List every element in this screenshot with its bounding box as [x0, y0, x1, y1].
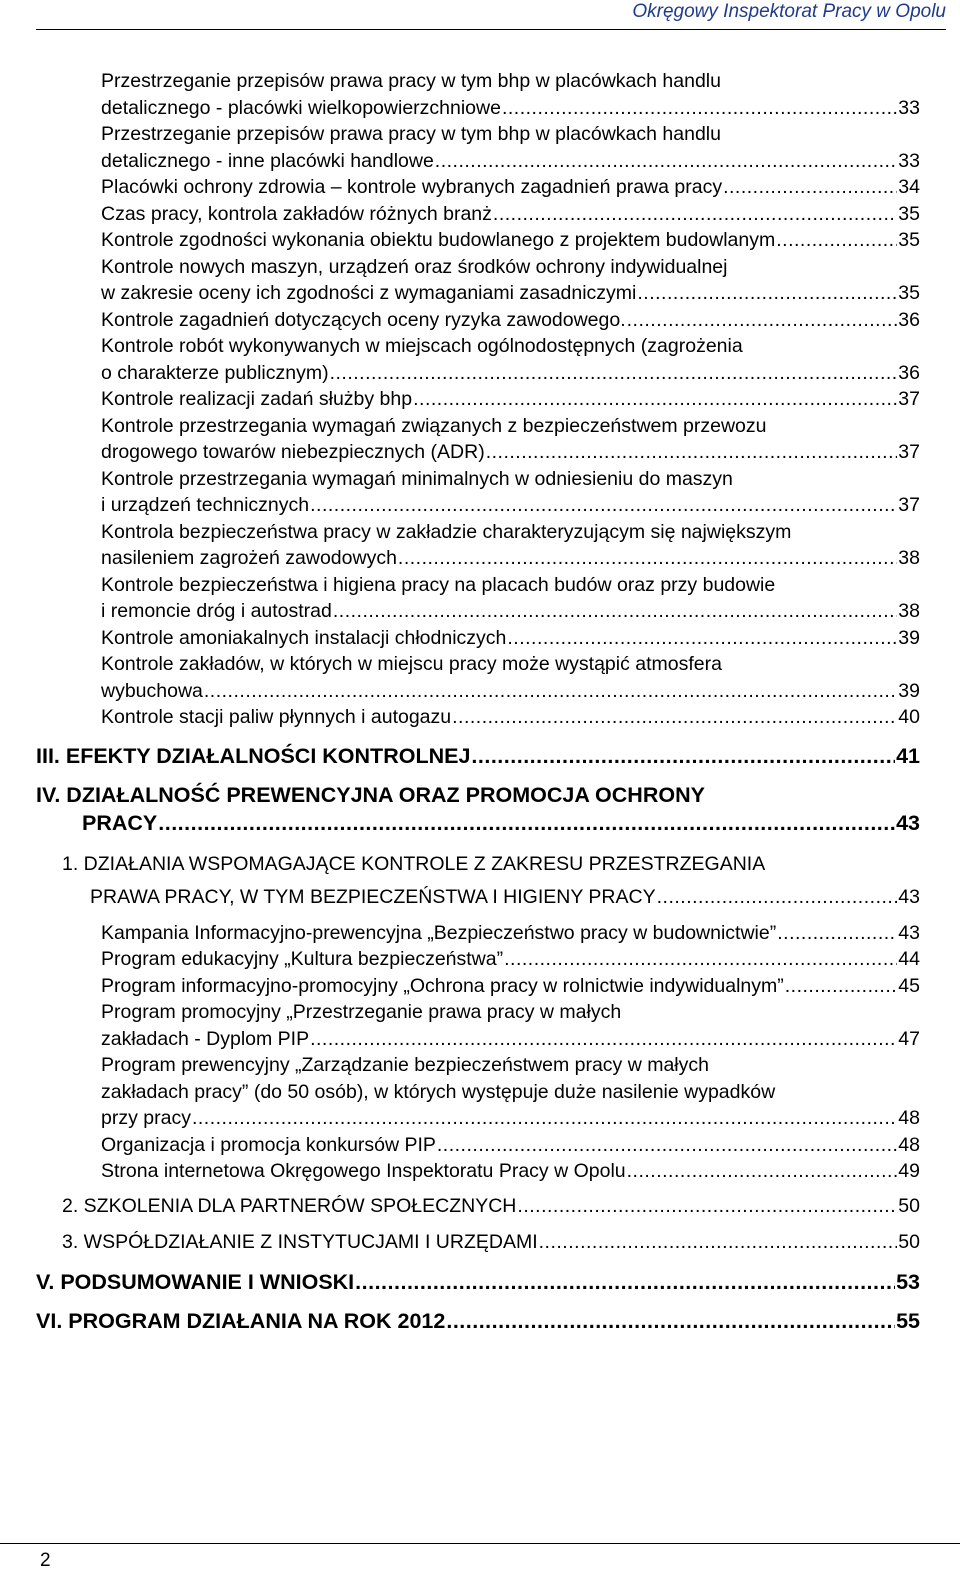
toc-entry-title-line: Program prewencyjny „Zarządzanie bezpieczeństwem pracy w małych [101, 1054, 709, 1076]
toc-entry-section-v[interactable] [36, 1268, 920, 1296]
toc-entry-title: Czas pracy, kontrola zakładów różnych branż [101, 202, 492, 225]
toc-entry[interactable] [101, 1052, 920, 1132]
toc-entry-title: o charakterze publicznym) [101, 361, 329, 384]
toc-entry[interactable] [101, 1132, 920, 1159]
toc-entry[interactable] [101, 572, 920, 625]
table-of-contents [0, 68, 960, 1335]
toc-page-number: 35 [898, 229, 920, 251]
toc-entry[interactable] [101, 651, 920, 704]
toc-page-number: 47 [898, 1027, 920, 1050]
toc-entry[interactable] [101, 413, 920, 466]
toc-entry-title: PRACY [82, 810, 158, 835]
toc-group-inspections [0, 68, 960, 731]
toc-entry-title: V. PODSUMOWANIE I WNIOSKI [36, 1269, 355, 1294]
toc-page-number: 55 [896, 1308, 920, 1333]
toc-entry-title: i remoncie dróg i autostrad [101, 600, 332, 622]
toc-entry[interactable] [101, 519, 920, 572]
toc-leader-dots [437, 1132, 897, 1159]
toc-entry[interactable] [101, 386, 920, 413]
toc-entry-title-line: zakładach pracy” (do 50 osób), w których występuje duże nasilenie wypadków [101, 1080, 776, 1103]
toc-entry-title-line: Kontrole bezpieczeństwa i higiena pracy na placach budów oraz przy budowie [101, 573, 776, 596]
toc-leader-dots [398, 545, 897, 572]
toc-leader-dots [333, 598, 897, 625]
toc-page-number: 39 [898, 679, 920, 702]
toc-page-number: 35 [898, 282, 920, 304]
toc-leader-dots [486, 439, 898, 466]
toc-page-number: 48 [898, 1133, 920, 1156]
toc-leader-dots [785, 973, 898, 1000]
toc-leader-dots [723, 174, 897, 201]
toc-page-number: 40 [898, 706, 920, 728]
toc-leader-dots [502, 95, 897, 122]
toc-leader-dots [493, 201, 897, 228]
running-header [0, 0, 946, 30]
toc-entry[interactable] [101, 973, 920, 1000]
toc-page-number: 37 [898, 388, 920, 410]
toc-entry-title: detalicznego - placówki wielkopowierzchniowe [101, 96, 501, 119]
toc-leader-dots [446, 1307, 895, 1335]
toc-leader-dots [158, 809, 895, 837]
toc-page-number: 41 [896, 743, 920, 768]
toc-entry[interactable] [101, 704, 920, 731]
toc-page-number: 33 [898, 96, 920, 119]
toc-page-number: 37 [898, 494, 920, 516]
header-divider [36, 29, 946, 30]
toc-page-number: 36 [898, 361, 920, 384]
toc-page-number: 38 [898, 600, 920, 622]
toc-entry-title: 3. WSPÓŁDZIAŁANIE Z INSTYTUCJAMI I URZĘDAMI [62, 1230, 538, 1253]
toc-leader-dots [330, 360, 898, 387]
toc-leader-dots [637, 280, 897, 307]
toc-entry-title: w zakresie oceny ich zgodności z wymaganiami zasadniczymi [101, 282, 637, 304]
toc-leader-dots [471, 742, 895, 770]
toc-entry[interactable] [101, 946, 920, 973]
toc-entry-title-line: Kontrole robót wykonywanych w miejscach ogólnodostępnych (zagrożenia [101, 335, 743, 357]
toc-page-number: 49 [898, 1160, 920, 1182]
toc-entry-title: Kontrole stacji paliw płynnych i autogazu [101, 706, 452, 728]
toc-entry[interactable] [101, 121, 920, 174]
toc-entry-title: Kontrole zagadnień dotyczących oceny ryzyka zawodowego. [101, 308, 626, 331]
toc-entry-title: wybuchowa [101, 679, 203, 702]
toc-entry-title: Kontrole zgodności wykonania obiektu budowlanego z projektem budowlanym [101, 229, 776, 251]
toc-entry-sub-2[interactable] [62, 1191, 920, 1221]
toc-entry[interactable] [101, 227, 920, 254]
toc-page-number: 35 [898, 202, 920, 225]
toc-entry-title: Program informacyjno-promocyjny „Ochrona pracy w rolnictwie indywidualnym” [101, 974, 784, 997]
toc-entry-title: drogowego towarów niebezpiecznych (ADR) [101, 441, 485, 463]
page-number: 2 [40, 1550, 51, 1571]
toc-entry[interactable] [101, 254, 920, 307]
toc-entry[interactable] [101, 625, 920, 652]
toc-leader-dots [776, 227, 897, 254]
toc-entry-title-line: Program promocyjny „Przestrzeganie prawa pracy w małych [101, 1001, 622, 1023]
toc-leader-dots [517, 1191, 897, 1221]
toc-entry[interactable] [101, 333, 920, 386]
toc-page-number: 38 [898, 547, 920, 569]
toc-entry-title: VI. PROGRAM DZIAŁANIA NA ROK 2012 [36, 1308, 446, 1333]
toc-entry-title-line: Kontrole przestrzegania wymagań związanych z bezpieczeństwem przewozu [101, 414, 767, 437]
toc-entry-section-vi[interactable] [36, 1307, 920, 1335]
toc-entry[interactable] [101, 920, 920, 947]
toc-entry-title: PRAWA PRACY, W TYM BEZPIECZEŃSTWA I HIGIENY PRACY [90, 885, 656, 908]
toc-leader-dots [539, 1227, 898, 1257]
footer-divider [0, 1543, 960, 1544]
toc-entry-title: 2. SZKOLENIA DLA PARTNERÓW SPOŁECZNYCH [62, 1194, 517, 1217]
toc-entry-title: Program edukacyjny „Kultura bezpieczeństwa” [101, 948, 504, 970]
toc-entry-title: Placówki ochrony zdrowia – kontrole wybranych zagadnień prawa pracy [101, 176, 723, 198]
toc-leader-dots [627, 307, 898, 334]
toc-leader-dots [310, 1026, 897, 1053]
toc-leader-dots [507, 625, 897, 652]
toc-page-number: 50 [898, 1230, 920, 1253]
toc-entry-title: przy pracy [101, 1107, 191, 1129]
toc-entry[interactable] [101, 999, 920, 1052]
toc-entry-sub-3[interactable] [62, 1227, 920, 1257]
header-title: Okręgowy Inspektorat Pracy w Opolu [632, 1, 946, 22]
toc-leader-dots [657, 881, 898, 914]
toc-entry-title: i urządzeń technicznych [101, 494, 310, 516]
toc-page-number: 48 [898, 1107, 920, 1129]
toc-page-number: 43 [898, 921, 920, 944]
toc-entry-title-line: Kontrole nowych maszyn, urządzeń oraz środków ochrony indywidualnej [101, 255, 728, 278]
toc-entry[interactable] [101, 307, 920, 334]
toc-entry-title-line: Kontrola bezpieczeństwa pracy w zakładzie charakteryzującym się największym [101, 520, 792, 543]
toc-entry-section-iii[interactable] [36, 742, 920, 770]
toc-entry[interactable] [101, 1158, 920, 1185]
toc-entry-title: Organizacja i promocja konkursów PIP [101, 1133, 436, 1156]
toc-leader-dots [504, 946, 897, 973]
toc-leader-dots [192, 1105, 897, 1132]
toc-entry[interactable] [101, 201, 920, 228]
toc-leader-dots [204, 678, 897, 705]
toc-entry-title-line: Kontrole zakładów, w których w miejscu pracy może wystąpić atmosfera [101, 653, 722, 675]
toc-leader-dots [310, 492, 897, 519]
toc-entry-title: Strona internetowa Okręgowego Inspektoratu Pracy w Opolu [101, 1160, 626, 1182]
toc-leader-dots [777, 920, 897, 947]
toc-page-number: 53 [896, 1269, 920, 1294]
toc-entry-title: detalicznego - inne placówki handlowe [101, 149, 434, 172]
toc-leader-dots [355, 1268, 895, 1296]
toc-entry-sub-1[interactable] [62, 848, 920, 914]
toc-group-prevention [0, 920, 960, 1185]
toc-entry-title-line: Przestrzeganie przepisów prawa pracy w tym bhp w placówkach handlu [101, 123, 721, 145]
toc-entry-title: Kontrole realizacji zadań służby bhp [101, 388, 413, 410]
toc-page-number: 34 [898, 176, 920, 198]
toc-entry-section-iv[interactable] [36, 781, 920, 837]
toc-page-number: 44 [898, 948, 920, 970]
toc-entry-title-line: Przestrzeganie przepisów prawa pracy w tym bhp w placówkach handlu [101, 70, 721, 92]
toc-entry[interactable] [101, 174, 920, 201]
toc-entry-title: Kampania Informacyjno-prewencyjna „Bezpieczeństwo pracy w budownictwie” [101, 921, 777, 944]
toc-entry-title: zakładach - Dyplom PIP [101, 1027, 310, 1050]
toc-leader-dots [435, 148, 898, 175]
toc-entry[interactable] [101, 68, 920, 121]
toc-entry-title-line: Kontrole przestrzegania wymagań minimalnych w odniesieniu do maszyn [101, 467, 733, 490]
toc-page-number: 43 [896, 810, 920, 835]
toc-page-number: 36 [898, 308, 920, 331]
toc-leader-dots [627, 1158, 898, 1185]
toc-page-number: 43 [898, 885, 920, 908]
toc-leader-dots [413, 386, 897, 413]
toc-page-number: 45 [898, 974, 920, 997]
toc-entry-title: nasileniem zagrożeń zawodowych [101, 547, 397, 569]
toc-page-number: 39 [898, 626, 920, 649]
toc-entry-title-line: IV. DZIAŁALNOŚĆ PREWENCYJNA ORAZ PROMOCJA OCHRONY [36, 782, 705, 807]
toc-entry-title: Kontrole amoniakalnych instalacji chłodniczych [101, 626, 507, 649]
toc-page-number: 37 [898, 441, 920, 463]
toc-leader-dots [452, 704, 897, 731]
toc-page-number: 33 [898, 149, 920, 172]
toc-entry-title-line: 1. DZIAŁANIA WSPOMAGAJĄCE KONTROLE Z ZAKRESU PRZESTRZEGANIA [62, 852, 766, 875]
toc-entry-title: III. EFEKTY DZIAŁALNOŚCI KONTROLNEJ [36, 743, 471, 768]
toc-page-number: 50 [898, 1194, 920, 1217]
toc-entry[interactable] [101, 466, 920, 519]
